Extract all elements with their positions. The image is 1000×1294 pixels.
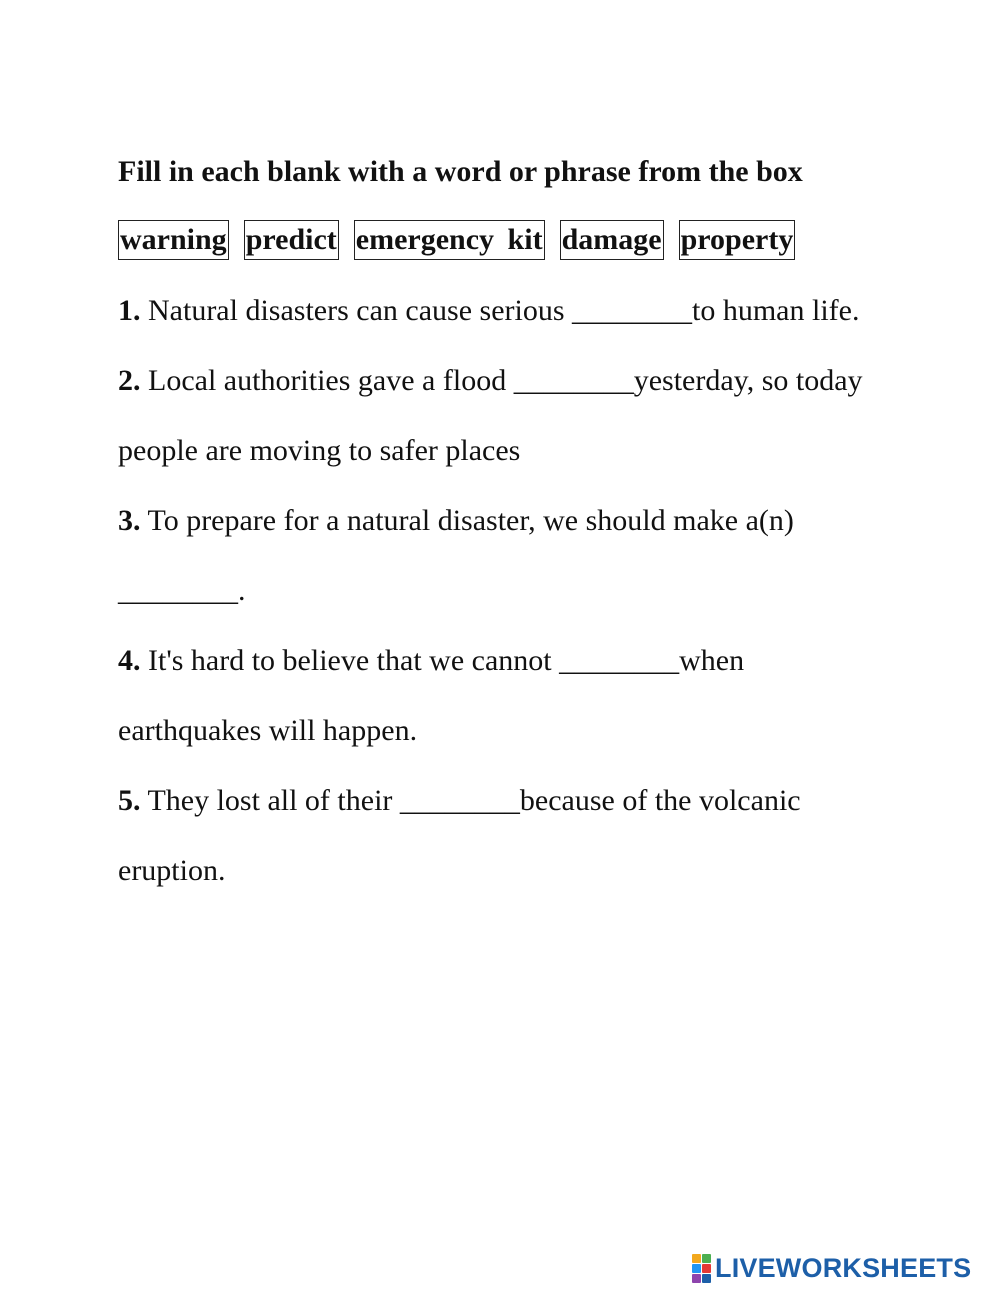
question-text: They lost all of their ________because of the volcanic eruption. (118, 784, 801, 887)
question-2 (118, 346, 878, 486)
logo-text: LIVEWORKSHEETS (715, 1252, 972, 1283)
word-box-item-property: property (679, 220, 796, 260)
question-number: 4. (118, 644, 141, 677)
question-1 (118, 276, 878, 346)
question-number: 3. (118, 504, 141, 537)
question-text: Local authorities gave a flood ________yesterday, so today people are moving to safer places (118, 364, 863, 467)
question-text: To prepare for a natural disaster, we should make a(n) ________. (118, 504, 794, 607)
liveworksheets-logo (692, 1254, 971, 1282)
word-box-item-damage: damage (560, 220, 664, 260)
word-box-item-emergency-kit: emergency kit (354, 220, 545, 260)
question-text: It's hard to believe that we cannot ________when earthquakes will happen. (118, 644, 745, 747)
question-number: 5. (118, 784, 141, 817)
question-number: 2. (118, 364, 141, 397)
word-box (118, 218, 918, 262)
question-5 (118, 766, 878, 906)
question-3 (118, 486, 878, 626)
question-number: 1. (118, 294, 141, 327)
question-4 (118, 626, 878, 766)
worksheet (118, 150, 918, 906)
word-box-item-warning: warning (118, 220, 229, 260)
word-box-item-predict: predict (244, 220, 339, 260)
question-text: Natural disasters can cause serious ________to human life. (140, 294, 860, 327)
instructions-title: Fill in each blank with a word or phrase from the box (118, 155, 803, 188)
logo-mark-icon (692, 1254, 711, 1283)
